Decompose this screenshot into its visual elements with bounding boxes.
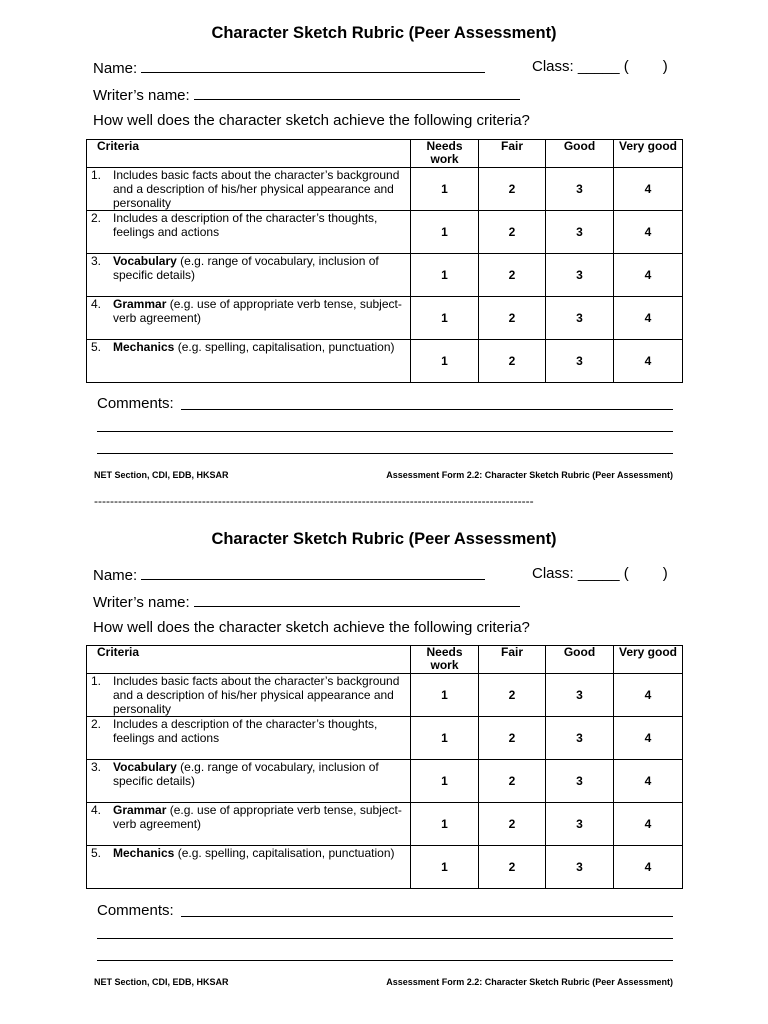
criterion-number: 3.: [91, 254, 102, 268]
header-criteria: Criteria: [87, 646, 411, 674]
form-title: Character Sketch Rubric (Peer Assessment): [211, 530, 557, 548]
criterion-number: 2.: [91, 211, 102, 225]
comment-line[interactable]: [97, 938, 673, 939]
score-3[interactable]: 3: [546, 340, 614, 383]
header-very-good: Very good: [614, 140, 683, 168]
table-row: [87, 717, 683, 760]
header-criteria: Criteria: [87, 140, 411, 168]
comment-line[interactable]: [181, 916, 673, 917]
criterion-bold: Mechanics: [113, 340, 175, 354]
score-3[interactable]: 3: [546, 254, 614, 297]
score-2[interactable]: 2: [479, 846, 546, 889]
name-row: [93, 58, 485, 77]
score-2[interactable]: 2: [479, 297, 546, 340]
table-row: [87, 846, 683, 889]
rubric-table: [86, 139, 683, 383]
rubric-form-2: [0, 507, 768, 1024]
score-1[interactable]: 1: [411, 254, 479, 297]
criterion-4: [87, 297, 411, 340]
score-2[interactable]: 2: [479, 803, 546, 846]
header-fair: Fair: [479, 646, 546, 674]
writer-row: [93, 85, 520, 104]
criterion-number: 1.: [91, 674, 102, 688]
score-2[interactable]: 2: [479, 717, 546, 760]
rubric-table: [86, 645, 683, 889]
table-header-row: [87, 140, 683, 168]
score-1[interactable]: 1: [411, 674, 479, 717]
class-close: ): [662, 58, 668, 75]
criterion-3: [87, 254, 411, 297]
class-row: [532, 58, 668, 75]
score-2[interactable]: 2: [479, 760, 546, 803]
criterion-number: 5.: [91, 846, 102, 860]
footer-left: NET Section, CDI, EDB, HKSAR: [94, 977, 229, 987]
comments-label: Comments:: [97, 395, 174, 412]
criterion-bold: Vocabulary: [113, 254, 177, 268]
criterion-text: Includes basic facts about the character’s background and a description of his/her physical appearance and personality: [113, 168, 400, 210]
criterion-number: 2.: [91, 717, 102, 731]
class-label: Class: _____ (: [532, 565, 629, 582]
rubric-form-1: [0, 0, 768, 500]
score-4[interactable]: 4: [614, 168, 683, 211]
score-3[interactable]: 3: [546, 846, 614, 889]
table-row: [87, 674, 683, 717]
criterion-4: [87, 803, 411, 846]
criterion-number: 5.: [91, 340, 102, 354]
criterion-1: [87, 168, 411, 211]
table-row: [87, 340, 683, 383]
comment-line[interactable]: [97, 431, 673, 432]
footer-right: Assessment Form 2.2: Character Sketch Rubric (Peer Assessment): [386, 977, 673, 987]
writer-blank[interactable]: [194, 592, 520, 607]
score-4[interactable]: 4: [614, 803, 683, 846]
criterion-bold: Grammar: [113, 803, 167, 817]
name-blank[interactable]: [141, 565, 485, 580]
score-4[interactable]: 4: [614, 211, 683, 254]
criterion-bold: Grammar: [113, 297, 167, 311]
score-1[interactable]: 1: [411, 760, 479, 803]
score-3[interactable]: 3: [546, 760, 614, 803]
criterion-3: [87, 760, 411, 803]
score-1[interactable]: 1: [411, 297, 479, 340]
name-label: Name:: [93, 567, 138, 584]
criterion-bold: Mechanics: [113, 846, 175, 860]
score-4[interactable]: 4: [614, 340, 683, 383]
score-4[interactable]: 4: [614, 717, 683, 760]
score-2[interactable]: 2: [479, 254, 546, 297]
name-blank[interactable]: [141, 58, 485, 73]
score-4[interactable]: 4: [614, 674, 683, 717]
criterion-text: (e.g. use of appropriate verb tense, subject-verb agreement): [113, 297, 402, 325]
score-3[interactable]: 3: [546, 297, 614, 340]
score-1[interactable]: 1: [411, 803, 479, 846]
score-4[interactable]: 4: [614, 254, 683, 297]
criterion-text: (e.g. range of vocabulary, inclusion of specific details): [113, 254, 379, 282]
writer-label: Writer’s name:: [93, 87, 190, 104]
comment-line[interactable]: [97, 960, 673, 961]
score-2[interactable]: 2: [479, 340, 546, 383]
score-3[interactable]: 3: [546, 803, 614, 846]
score-1[interactable]: 1: [411, 168, 479, 211]
table-header-row: [87, 646, 683, 674]
criterion-text: (e.g. spelling, capitalisation, punctuation): [174, 340, 395, 354]
name-label: Name:: [93, 60, 138, 77]
comments-label: Comments:: [97, 902, 174, 919]
class-label: Class: _____ (: [532, 58, 629, 75]
header-needs-work: Needs work: [411, 646, 479, 674]
score-1[interactable]: 1: [411, 846, 479, 889]
table-row: [87, 211, 683, 254]
criterion-1: [87, 674, 411, 717]
table-row: [87, 254, 683, 297]
table-row: [87, 760, 683, 803]
writer-label: Writer’s name:: [93, 594, 190, 611]
score-4[interactable]: 4: [614, 846, 683, 889]
criterion-number: 3.: [91, 760, 102, 774]
criterion-number: 4.: [91, 297, 102, 311]
score-3[interactable]: 3: [546, 674, 614, 717]
score-4[interactable]: 4: [614, 760, 683, 803]
criterion-number: 1.: [91, 168, 102, 182]
form-title: Character Sketch Rubric (Peer Assessment): [211, 24, 557, 42]
score-4[interactable]: 4: [614, 297, 683, 340]
score-1[interactable]: 1: [411, 211, 479, 254]
comment-line[interactable]: [181, 409, 673, 410]
criterion-2: [87, 211, 411, 254]
table-row: [87, 168, 683, 211]
criterion-text: Includes a description of the character’s thoughts, feelings and actions: [113, 211, 378, 239]
criterion-2: [87, 717, 411, 760]
table-row: [87, 297, 683, 340]
writer-row: [93, 592, 520, 611]
header-very-good: Very good: [614, 646, 683, 674]
header-good: Good: [546, 646, 614, 674]
class-close: ): [662, 565, 668, 582]
criterion-text: Includes a description of the character’s thoughts, feelings and actions: [113, 717, 378, 745]
name-row: [93, 565, 485, 584]
criterion-number: 4.: [91, 803, 102, 817]
header-fair: Fair: [479, 140, 546, 168]
comment-line[interactable]: [97, 453, 673, 454]
cut-line: --------------------------------------------------------------------------------------------------------------: [94, 494, 534, 508]
score-3[interactable]: 3: [546, 168, 614, 211]
criterion-5: [87, 340, 411, 383]
question: How well does the character sketch achieve the following criteria?: [93, 112, 530, 129]
criterion-text: Includes basic facts about the character’s background and a description of his/her physical appearance and personality: [113, 674, 400, 716]
criterion-text: (e.g. spelling, capitalisation, punctuation): [174, 846, 395, 860]
criterion-text: (e.g. range of vocabulary, inclusion of specific details): [113, 760, 379, 788]
header-needs-work: Needs work: [411, 140, 479, 168]
criterion-text: (e.g. use of appropriate verb tense, subject-verb agreement): [113, 803, 402, 831]
score-2[interactable]: 2: [479, 674, 546, 717]
score-2[interactable]: 2: [479, 168, 546, 211]
writer-blank[interactable]: [194, 85, 520, 100]
footer-left: NET Section, CDI, EDB, HKSAR: [94, 470, 229, 480]
criterion-5: [87, 846, 411, 889]
score-1[interactable]: 1: [411, 340, 479, 383]
question: How well does the character sketch achieve the following criteria?: [93, 619, 530, 636]
table-row: [87, 803, 683, 846]
criterion-bold: Vocabulary: [113, 760, 177, 774]
header-good: Good: [546, 140, 614, 168]
score-1[interactable]: 1: [411, 717, 479, 760]
footer-right: Assessment Form 2.2: Character Sketch Rubric (Peer Assessment): [386, 470, 673, 480]
class-row: [532, 565, 668, 582]
score-3[interactable]: 3: [546, 717, 614, 760]
score-3[interactable]: 3: [546, 211, 614, 254]
score-2[interactable]: 2: [479, 211, 546, 254]
